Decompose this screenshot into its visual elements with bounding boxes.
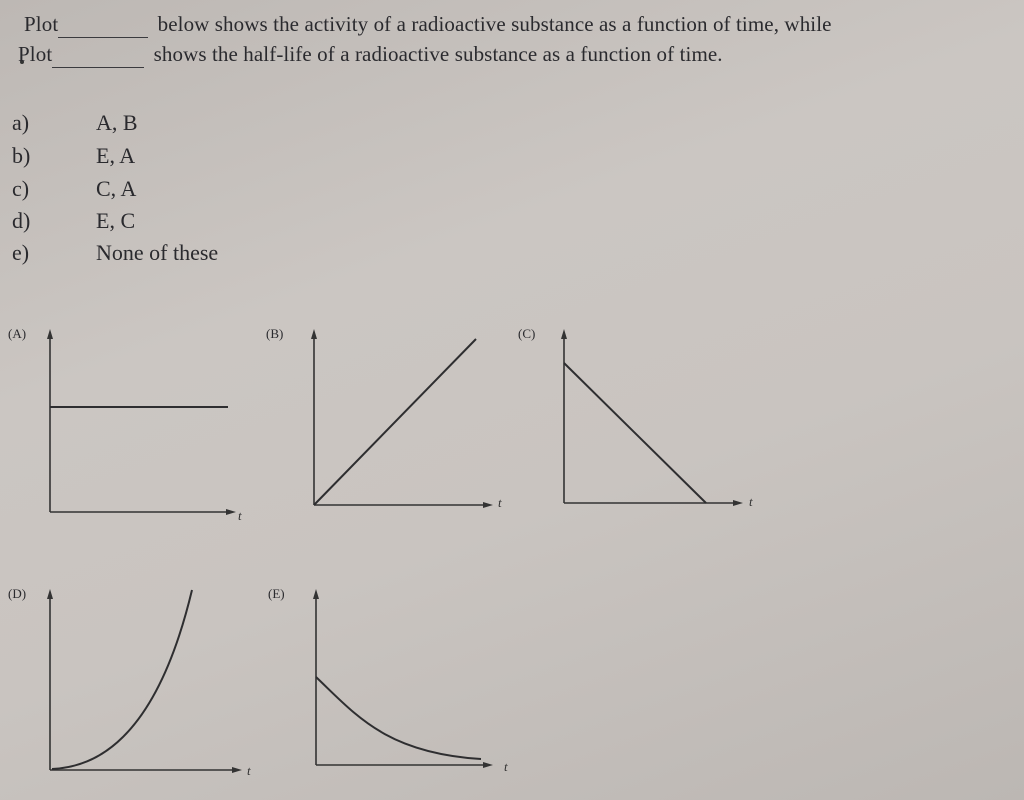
plot-c-y-arrow bbox=[561, 329, 567, 339]
question-line-1 bbox=[24, 12, 832, 38]
option-e-text: None of these bbox=[96, 240, 219, 265]
option-a-letter: a) bbox=[12, 110, 30, 135]
option-d-letter: d) bbox=[12, 208, 31, 233]
plot-d bbox=[40, 585, 260, 785]
option-c-text: C, A bbox=[96, 176, 137, 201]
option-a-text: A, B bbox=[96, 110, 138, 135]
option-c-letter: c) bbox=[12, 176, 30, 201]
question-plot-word-1: Plot bbox=[24, 12, 59, 36]
option-b-letter: b) bbox=[12, 143, 31, 168]
plot-c-curve bbox=[564, 363, 706, 503]
plot-d-y-arrow bbox=[47, 589, 53, 599]
plot-c-label: (C) bbox=[518, 326, 536, 341]
plot-a-axis-label: t bbox=[238, 508, 242, 523]
plot-c-x-arrow bbox=[733, 500, 743, 506]
plot-e-x-arrow bbox=[483, 762, 493, 768]
question-plot-word-2: Plot bbox=[18, 42, 53, 66]
plot-a-label: (A) bbox=[8, 326, 27, 341]
plot-b-x-arrow bbox=[483, 502, 493, 508]
plot-d-axis-label: t bbox=[247, 763, 251, 778]
plot-b-curve bbox=[314, 339, 476, 505]
option-e-letter: e) bbox=[12, 240, 30, 265]
question-text-2: shows the half-life of a radioactive substance as a function of time. bbox=[153, 42, 723, 66]
plot-e-label: (E) bbox=[268, 586, 285, 601]
plot-b-y-arrow bbox=[311, 329, 317, 339]
plot-d-label: (D) bbox=[8, 586, 27, 601]
plot-e-curve bbox=[316, 677, 481, 759]
plot-a-x-arrow bbox=[226, 509, 236, 515]
plot-c bbox=[556, 325, 776, 525]
plot-e-y-arrow bbox=[313, 589, 319, 599]
option-b-text: E, A bbox=[96, 143, 136, 168]
answer-blank-2 bbox=[52, 42, 144, 68]
plot-e bbox=[306, 585, 546, 785]
plot-b bbox=[306, 325, 526, 525]
question-text-1: below shows the activity of a radioactive substance as a function of time, while bbox=[157, 12, 832, 36]
plot-b-axis-label: t bbox=[498, 495, 502, 510]
plot-d-x-arrow bbox=[232, 767, 242, 773]
plot-d-curve bbox=[52, 590, 192, 769]
option-d-text: E, C bbox=[96, 208, 136, 233]
plot-a-y-arrow bbox=[47, 329, 53, 339]
plot-c-axis-label: t bbox=[749, 494, 753, 509]
answer-blank-1 bbox=[58, 12, 148, 38]
plot-b-label: (B) bbox=[266, 326, 284, 341]
plot-a bbox=[40, 325, 260, 525]
plot-e-axis-label: t bbox=[504, 759, 508, 774]
question-line-2 bbox=[18, 42, 723, 68]
